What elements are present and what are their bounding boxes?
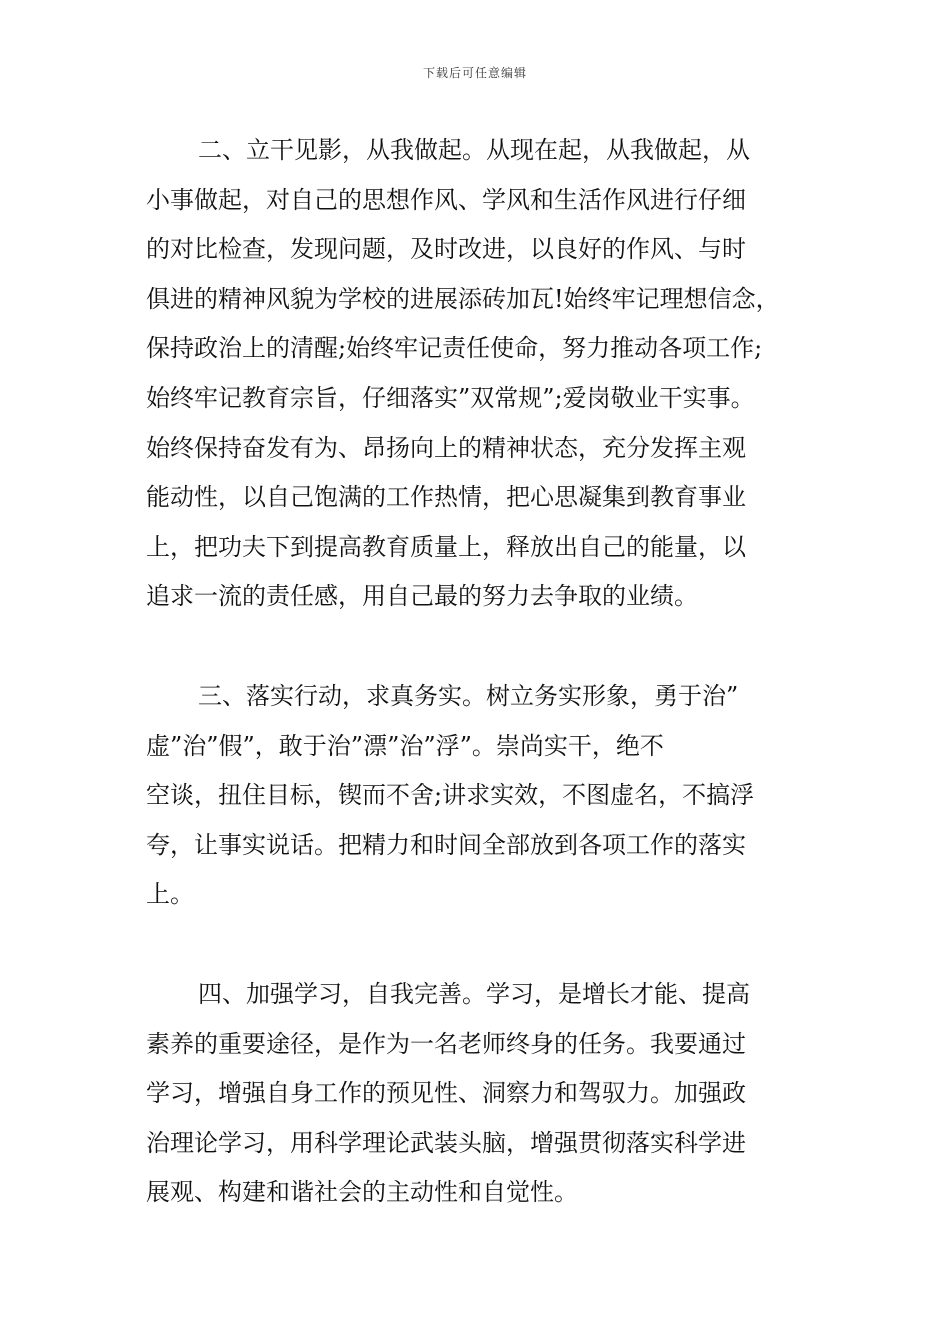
paragraph-line: 夸，让事实说话。把精力和时间全部放到各项工作的落实 (146, 830, 746, 859)
paragraph-line: 始终牢记教育宗旨，仔细落实”双常规”;爱岗敬业干实事。 (146, 383, 755, 412)
page-header-note: 下载后可任意编辑 (422, 66, 527, 80)
paragraph-line: 上，把功夫下到提高教育质量上，释放出自己的能量，以 (146, 532, 746, 561)
paragraph-section-2 (146, 126, 814, 622)
paragraph-line: 二、立干见影，从我做起。从现在起，从我做起，从 (198, 136, 750, 164)
paragraph-line: 小事做起，对自己的思想作风、学风和生活作风进行仔细 (146, 185, 746, 214)
paragraph-line: 上。 (146, 880, 194, 909)
paragraph-line: 始终保持奋发有为、昂扬向上的精神状态，充分发挥主观 (146, 433, 746, 462)
paragraph-line: 学习，增强自身工作的预见性、洞察力和驾驭力。加强政 (146, 1079, 746, 1108)
paragraph-section-4 (146, 970, 814, 1218)
paragraph-line: 的对比检查，发现问题，及时改进，以良好的作风、与时 (146, 235, 746, 264)
paragraph-line: 四、加强学习，自我完善。学习，是增长才能、提高 (198, 980, 750, 1008)
paragraph-line: 保持政治上的清醒;始终牢记责任使命，努力推动各项工作; (146, 334, 763, 363)
paragraph-line: 展观、构建和谐社会的主动性和自觉性。 (146, 1178, 578, 1207)
paragraph-line: 追求一流的责任感，用自己最的努力去争取的业绩。 (146, 582, 698, 611)
paragraph-line: 治理论学习，用科学理论武装头脑，增强贯彻落实科学进 (146, 1128, 746, 1157)
paragraph-section-3 (146, 672, 814, 920)
paragraph-line: 俱进的精神风貌为学校的进展添砖加瓦!始终牢记理想信念， (146, 284, 780, 313)
paragraph-line: 能动性，以自己饱满的工作热情，把心思凝集到教育事业 (146, 483, 746, 512)
paragraph-line: 空谈，扭住目标，锲而不舍;讲求实效，不图虚名，不搞浮 (146, 781, 755, 810)
paragraph-line: 虚”治”假”，敢于治”漂”治”浮”。崇尚实干，绝不 (146, 731, 664, 760)
paragraph-line: 三、落实行动，求真务实。树立务实形象，勇于治” (198, 682, 739, 710)
paragraph-line: 素养的重要途径，是作为一名老师终身的任务。我要通过 (146, 1029, 746, 1058)
